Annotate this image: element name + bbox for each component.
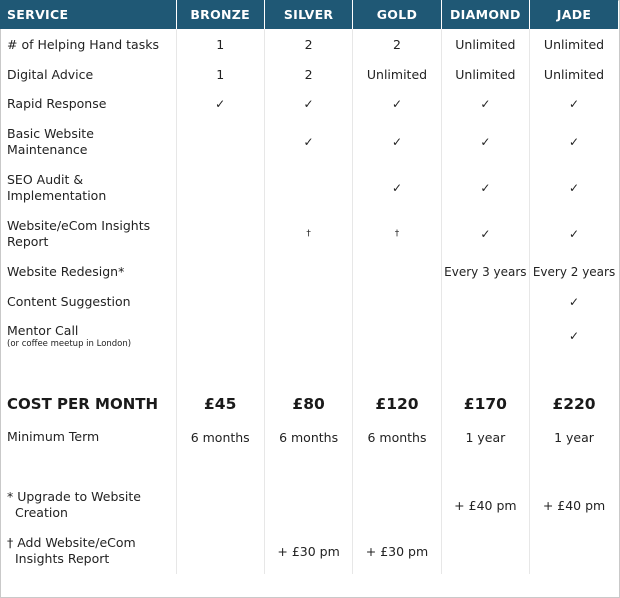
cell-bronze: 1 bbox=[176, 29, 264, 60]
cell-silver: 2 bbox=[264, 29, 352, 60]
header-row bbox=[0, 0, 618, 29]
header-jade: JADE bbox=[530, 0, 618, 29]
cell-gold: Unlimited bbox=[353, 60, 441, 89]
term-diamond: 1 year bbox=[441, 422, 529, 452]
cell-gold: 2 bbox=[353, 29, 441, 60]
note-diamond bbox=[441, 528, 529, 574]
mentor-call-label: Mentor Call bbox=[7, 322, 79, 338]
cell-jade: Unlimited bbox=[543, 37, 605, 52]
note-jade bbox=[530, 528, 618, 574]
row-label: Website Redesign* bbox=[0, 257, 176, 287]
cell-silver bbox=[264, 287, 352, 316]
note-silver bbox=[264, 482, 352, 528]
check-icon: ✓ bbox=[441, 89, 529, 119]
term-row bbox=[0, 422, 618, 452]
check-icon: ✓ bbox=[569, 227, 580, 241]
table-row bbox=[0, 211, 618, 257]
table-row bbox=[0, 29, 618, 60]
header-service: SERVICE bbox=[0, 0, 176, 29]
cost-row bbox=[0, 386, 618, 422]
cell-bronze bbox=[176, 119, 264, 165]
check-icon: ✓ bbox=[353, 119, 441, 165]
row-label: Website/eCom Insights Report bbox=[0, 211, 176, 257]
check-icon: ✓ bbox=[569, 97, 580, 111]
check-icon: ✓ bbox=[264, 119, 352, 165]
header-diamond: DIAMOND bbox=[441, 0, 529, 29]
header-bronze: BRONZE bbox=[176, 0, 264, 29]
row-label: Digital Advice bbox=[0, 60, 176, 89]
price-silver: £80 bbox=[264, 386, 352, 422]
dagger-icon: † bbox=[353, 211, 441, 257]
check-icon: ✓ bbox=[441, 211, 529, 257]
check-icon: ✓ bbox=[176, 89, 264, 119]
row-label bbox=[0, 316, 176, 356]
cell-jade: Unlimited bbox=[543, 67, 605, 82]
cell-gold bbox=[353, 257, 441, 287]
price-gold: £120 bbox=[353, 386, 441, 422]
table-row bbox=[0, 119, 618, 165]
row-label: SEO Audit & Implementation bbox=[0, 165, 176, 211]
cell-diamond: Unlimited bbox=[441, 29, 529, 60]
addon-note: † Add Website/eCom Insights Report bbox=[0, 528, 176, 574]
note-diamond: + £40 pm bbox=[441, 482, 529, 528]
cell-silver bbox=[264, 316, 352, 356]
cell-bronze bbox=[176, 287, 264, 316]
check-icon: ✓ bbox=[264, 89, 352, 119]
term-gold: 6 months bbox=[353, 422, 441, 452]
check-icon: ✓ bbox=[441, 165, 529, 211]
note-bronze bbox=[176, 528, 264, 574]
table-row bbox=[0, 287, 618, 316]
dagger-icon: † bbox=[264, 211, 352, 257]
row-label: # of Helping Hand tasks bbox=[0, 29, 176, 60]
cell-silver bbox=[264, 257, 352, 287]
note-jade: + £40 pm bbox=[542, 497, 606, 513]
price-diamond: £170 bbox=[441, 386, 529, 422]
table-row bbox=[0, 165, 618, 211]
table-row bbox=[0, 257, 618, 287]
price-jade: £220 bbox=[552, 395, 596, 413]
cell-gold bbox=[353, 316, 441, 356]
cell-bronze bbox=[176, 257, 264, 287]
note-silver: + £30 pm bbox=[264, 528, 352, 574]
spacer-row bbox=[0, 452, 618, 482]
check-icon: ✓ bbox=[353, 165, 441, 211]
table-row bbox=[0, 316, 618, 356]
cell-silver bbox=[264, 165, 352, 211]
cell-gold bbox=[353, 287, 441, 316]
mentor-call-sublabel: (or coffee meetup in London) bbox=[7, 338, 132, 349]
cell-diamond: Every 3 years bbox=[441, 257, 529, 287]
cell-bronze bbox=[176, 211, 264, 257]
cell-jade: Every 2 years bbox=[532, 265, 616, 279]
cell-diamond: Unlimited bbox=[441, 60, 529, 89]
table-row bbox=[0, 60, 618, 89]
upgrade-note: * Upgrade to Website Creation bbox=[0, 482, 176, 528]
table-row bbox=[0, 89, 618, 119]
term-bronze: 6 months bbox=[176, 422, 264, 452]
note-row bbox=[0, 482, 618, 528]
check-icon: ✓ bbox=[441, 119, 529, 165]
row-label: Content Suggestion bbox=[0, 287, 176, 316]
cell-silver: 2 bbox=[264, 60, 352, 89]
note-row bbox=[0, 528, 618, 574]
note-bronze bbox=[176, 482, 264, 528]
note-gold bbox=[353, 482, 441, 528]
spacer-row bbox=[0, 356, 618, 386]
header-silver: SILVER bbox=[264, 0, 352, 29]
row-label: Basic Website Maintenance bbox=[0, 119, 176, 165]
check-icon: ✓ bbox=[569, 329, 580, 343]
term-label: Minimum Term bbox=[0, 422, 176, 452]
cell-bronze: 1 bbox=[176, 60, 264, 89]
check-icon: ✓ bbox=[353, 89, 441, 119]
term-jade: 1 year bbox=[554, 429, 594, 445]
cell-diamond bbox=[441, 287, 529, 316]
cell-bronze bbox=[176, 316, 264, 356]
header-gold: GOLD bbox=[353, 0, 441, 29]
cell-diamond bbox=[441, 316, 529, 356]
term-silver: 6 months bbox=[264, 422, 352, 452]
cell-bronze bbox=[176, 165, 264, 211]
check-icon: ✓ bbox=[569, 294, 580, 309]
cost-label: COST PER MONTH bbox=[0, 386, 176, 422]
note-gold: + £30 pm bbox=[353, 528, 441, 574]
price-bronze: £45 bbox=[176, 386, 264, 422]
check-icon: ✓ bbox=[569, 135, 580, 149]
row-label: Rapid Response bbox=[0, 89, 176, 119]
check-icon: ✓ bbox=[569, 181, 580, 195]
